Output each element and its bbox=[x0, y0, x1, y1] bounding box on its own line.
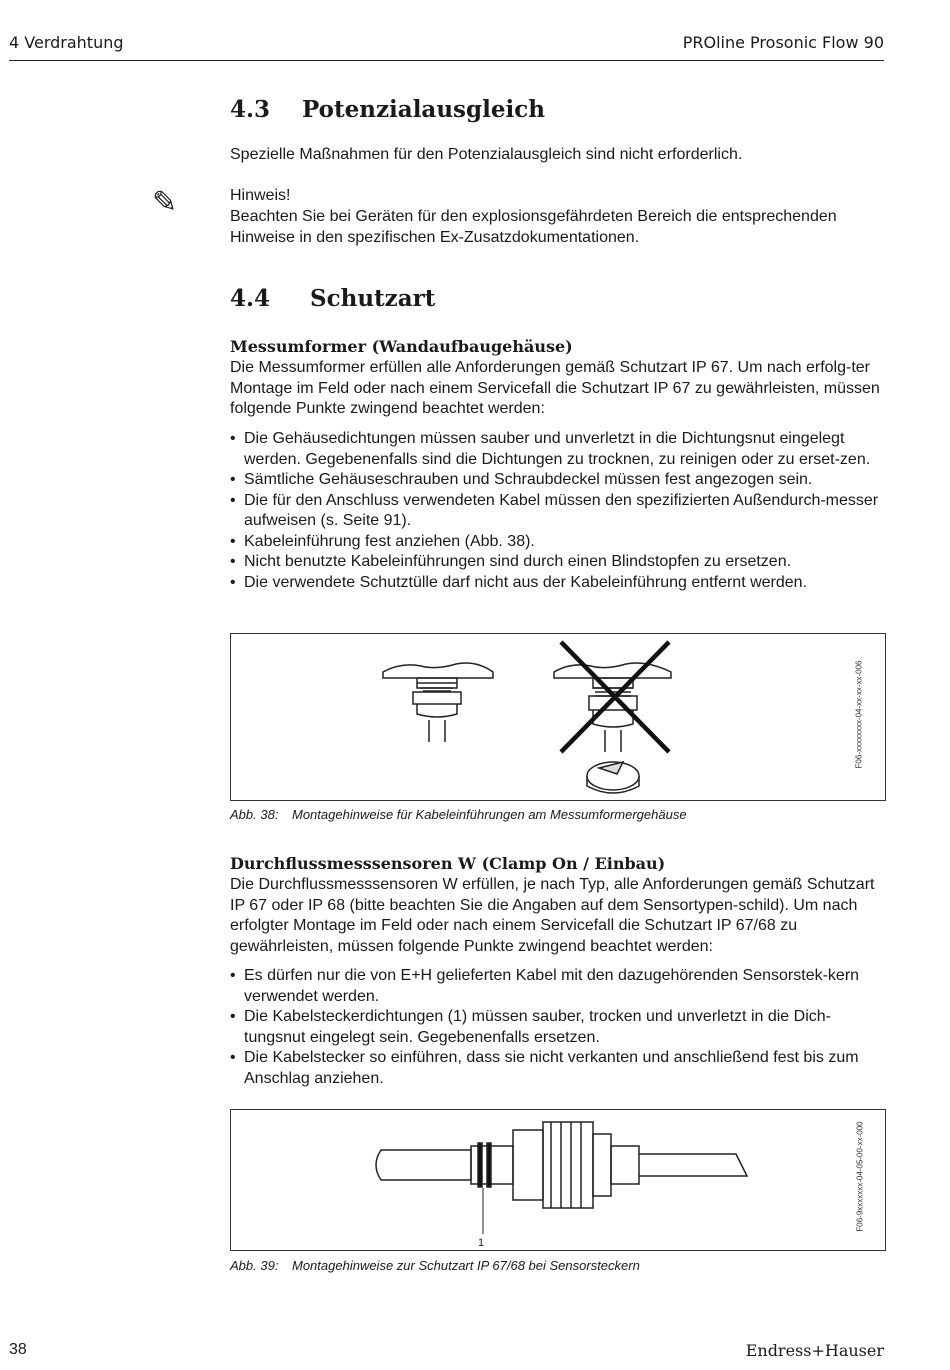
page-header bbox=[9, 30, 884, 61]
list-item: • Nicht benutzte Kabeleinführungen sind durch einen Blindstopfen zu ersetzen. bbox=[230, 552, 885, 573]
caption-label: Abb. 38: bbox=[230, 807, 279, 822]
figure-38 bbox=[230, 633, 886, 801]
note-text: Beachten Sie bei Geräten für den explosionsgefährdeten Bereich die entsprechenden Hinweise in den spezifischen Ex-Zusatzdokumentationen. bbox=[230, 208, 837, 246]
figure-code: F06-xxxxxxxx-04-xx-xx-xx-006 bbox=[854, 660, 864, 769]
section-number: 4.3 bbox=[230, 96, 271, 123]
figure-caption bbox=[230, 1258, 640, 1273]
caption-label: Abb. 39: bbox=[230, 1258, 279, 1273]
section-title: Potenzialausgleich bbox=[302, 96, 545, 123]
section-number: 4.4 bbox=[230, 285, 271, 312]
list-item: • Kabeleinführung fest anziehen (Abb. 38). bbox=[230, 532, 885, 553]
paragraph: Spezielle Maßnahmen für den Potenzialausgleich sind nicht erforderlich. bbox=[230, 146, 743, 163]
figure-code: F06-9xxxxxxx-04-05-00-xx-000 bbox=[855, 1121, 865, 1232]
subheading: Messumformer (Wandaufbaugehäuse) bbox=[230, 337, 573, 356]
pencil-icon: ✎ bbox=[152, 186, 178, 219]
figure-39 bbox=[230, 1109, 886, 1251]
bullet-list bbox=[230, 966, 885, 1089]
list-item: • Die Gehäusedichtungen müssen sauber und unverletzt in die Dichtungsnut eingelegt werden. Gegebenenfalls sind die Dichtungen zu trocknen, zu reinigen oder zu erset-zen. bbox=[230, 429, 885, 470]
paragraph: Die Durchflussmesssensoren W erfüllen, je nach Typ, alle Anforderungen gemäß Schutzart IP 67 oder IP 68 (bitte beachten Sie die Angaben auf dem Sensortypen-schild). Um nach erfolgter Montage im Feld oder nach einem Servicefall die Schutzart IP 67/68 zu gewährleisten, müssen folgende Punkte zwingend beachtet werden: bbox=[230, 876, 875, 955]
caption-text: Montagehinweise zur Schutzart IP 67/68 bei Sensorsteckern bbox=[292, 1258, 640, 1273]
cable-gland-illustration bbox=[231, 634, 885, 800]
list-item: • Sämtliche Gehäuseschrauben und Schraubdeckel müssen fest angezogen sein. bbox=[230, 470, 885, 491]
sensor-connector-illustration bbox=[231, 1110, 885, 1250]
list-item: • Die verwendete Schutztülle darf nicht aus der Kabeleinführung entfernt werden. bbox=[230, 573, 885, 594]
section-heading-4-3 bbox=[230, 96, 545, 123]
chapter-title: 4 Verdrahtung bbox=[9, 33, 124, 52]
bullet-list bbox=[230, 429, 885, 593]
list-item: • Die für den Anschluss verwendeten Kabel müssen den spezifizierten Außendurch-messer aufweisen (s. Seite 91). bbox=[230, 491, 885, 532]
section-heading-4-4 bbox=[230, 285, 435, 312]
section-title: Schutzart bbox=[310, 285, 436, 312]
list-item: • Die Kabelsteckerdichtungen (1) müssen sauber, trocken und unverletzt in die Dich-tungsnut eingelegt sein. Gegebenenfalls ersetzen. bbox=[230, 1007, 885, 1048]
page-number: 38 bbox=[9, 1341, 27, 1358]
list-item: • Die Kabelstecker so einführen, dass sie nicht verkanten und anschließend fest bis zum Anschlag anziehen. bbox=[230, 1048, 885, 1089]
paragraph: Die Messumformer erfüllen alle Anforderungen gemäß Schutzart IP 67. Um nach erfolg-ter Montage im Feld oder nach einem Servicefall die Schutzart IP 67 zu gewährleisten, müssen folgende Punkte zwingend beachtet werden: bbox=[230, 359, 880, 417]
list-item: • Es dürfen nur die von E+H gelieferten Kabel mit den dazugehörenden Sensorstek-kern verwendet werden. bbox=[230, 966, 885, 1007]
product-title: PROline Prosonic Flow 90 bbox=[682, 33, 884, 52]
figure-caption bbox=[230, 807, 687, 822]
note-label: Hinweis! bbox=[230, 187, 291, 204]
marker-1: 1 bbox=[478, 1237, 485, 1249]
brand-logo: Endress+Hauser bbox=[745, 1341, 884, 1360]
caption-text: Montagehinweise für Kabeleinführungen am Messumformergehäuse bbox=[292, 807, 687, 822]
subheading: Durchflussmesssensoren W (Clamp On / Einbau) bbox=[230, 854, 666, 873]
